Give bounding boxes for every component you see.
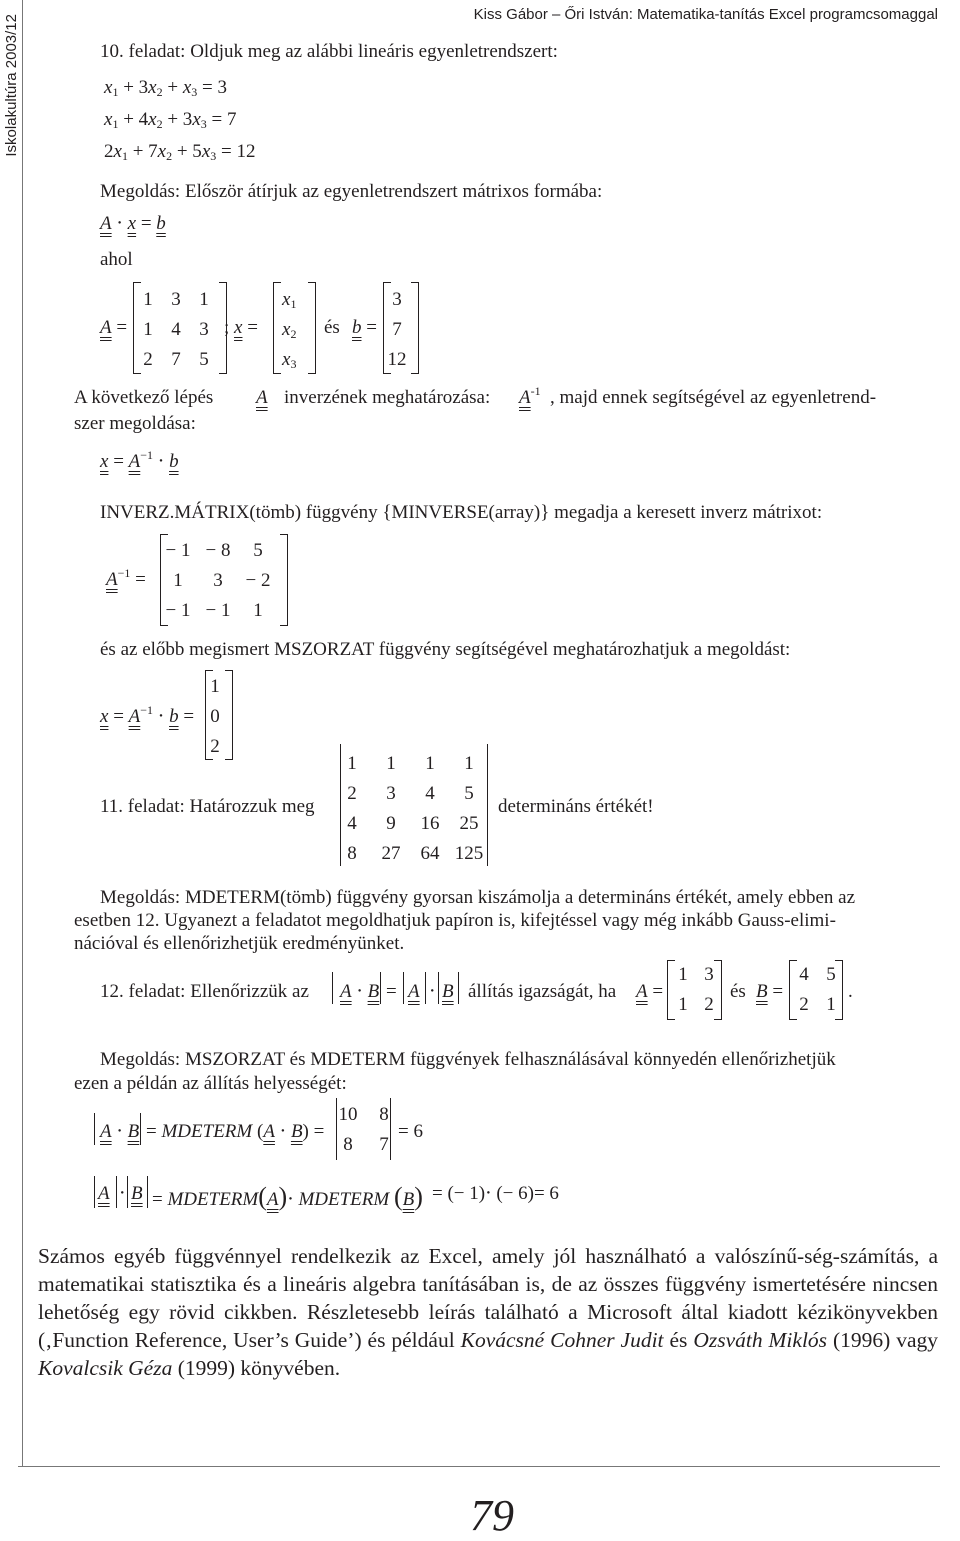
determinant-matrix-cell: 1 bbox=[347, 753, 357, 774]
matrix-A-cell: 1 bbox=[199, 289, 209, 310]
A-label: A = bbox=[100, 317, 128, 338]
sidebar bbox=[0, 0, 23, 1466]
closing-text-1: Számos egyéb függvénnyel rendelkezik az Excel, amely jól használható a valószínű-ség-számítás, a matematikai statisztika és a lineáris algebra tanításában is, de az összes függvény ismertetésére nincsen lehetőség egy rövid cikkben. Részletesebb leírás található a Microsoft által kiadott kézikönyvekben (‚Function Reference, User’s Guide’) és például bbox=[38, 1244, 938, 1352]
det-AB-expr: A ⋅ B bbox=[340, 981, 380, 1002]
matrix-A-inverse-cell: − 1 bbox=[165, 540, 191, 561]
next-step-3: , majd ennek segítségével az egyenletrend- bbox=[550, 387, 877, 408]
matrix-A-cell: 5 bbox=[199, 349, 209, 370]
eq1-lhs: A ⋅ B bbox=[100, 1121, 140, 1142]
eq2-tail: = (− 1)⋅ (− 6)= 6 bbox=[432, 1183, 559, 1204]
A-inverse-label: $A^{-1}$ = bbox=[106, 566, 146, 590]
task12-claim: állítás igazságát, ha bbox=[468, 981, 617, 1002]
matrix-A-cell: 3 bbox=[171, 289, 181, 310]
task12-label: 12. feladat: Ellenőrizzük az bbox=[100, 981, 309, 1002]
equation-1: $x_1 + 3x_2 + x_3 = 3$ bbox=[104, 77, 227, 99]
journal-label: Iskolakultúra 2003/12 bbox=[3, 14, 20, 157]
det-B-symbol: B bbox=[442, 981, 454, 1002]
next-step-1: A következő lépés bbox=[74, 387, 214, 408]
determinant-matrix-cell: 16 bbox=[420, 813, 440, 834]
closing-mid: (1996) vagy bbox=[827, 1328, 938, 1352]
determinant-matrix-cell: 27 bbox=[381, 843, 401, 864]
matrix-B-2x2-cell: 1 bbox=[826, 994, 836, 1015]
matrix-A-2x2-cell: 1 bbox=[678, 964, 688, 985]
task11-solution-3: nációval és ellenőrizhetjük eredményünket. bbox=[74, 933, 405, 954]
matrix-A-cell: 7 bbox=[171, 349, 181, 370]
inverse-function-text: INVERZ.MÁTRIX(tömb) függvény {MINVERSE(array)} megadja a keresett inverz mátrixot: bbox=[100, 502, 823, 523]
determinant-matrix-cell: 1 bbox=[386, 753, 396, 774]
matrix-form-equation: A ⋅ x = b bbox=[100, 213, 166, 234]
determinant-matrix-cell: 125 bbox=[454, 843, 484, 864]
matrix-A-inverse-cell: − 1 bbox=[205, 600, 231, 621]
matrix-A-inverse-cell: − 8 bbox=[205, 540, 231, 561]
x2-entry: $x_2$ bbox=[282, 319, 297, 341]
author-1: Kovácsné Cohner Judit bbox=[460, 1328, 664, 1352]
solution-vector-cell: 1 bbox=[210, 676, 220, 697]
x3-entry: $x_3$ bbox=[282, 349, 297, 371]
matrix-AB-cell: 8 bbox=[379, 1104, 389, 1125]
matrix-A-cell: 3 bbox=[199, 319, 209, 340]
matrix-AB-cell: 8 bbox=[343, 1134, 353, 1155]
det-A-symbol: A bbox=[408, 981, 420, 1002]
next-step-2: inverzének meghatározása: bbox=[284, 387, 491, 408]
page-number: 79 bbox=[470, 1491, 514, 1540]
determinant-matrix-cell: 4 bbox=[425, 783, 435, 804]
matrix-A-inverse-cell: 1 bbox=[253, 600, 263, 621]
A-inverse-inline: $A^{-1}$ bbox=[519, 384, 541, 408]
eq1-function: = MDETERM (A ⋅ B) = bbox=[146, 1121, 325, 1142]
vector-b-cell: 7 bbox=[392, 319, 402, 340]
footer-rule bbox=[18, 1466, 940, 1467]
eq2-B: B bbox=[131, 1183, 143, 1204]
task11-suffix: determináns értékét! bbox=[498, 796, 654, 817]
eq2-body: = MDETERM(A)⋅ MDETERM (B) bbox=[152, 1182, 423, 1211]
matrix-AB-cell: 7 bbox=[379, 1134, 389, 1155]
and-word-2: és bbox=[730, 981, 746, 1002]
author-2: Ozsváth Miklós bbox=[693, 1328, 828, 1352]
matrix-B-2x2-cell: 2 bbox=[799, 994, 809, 1015]
A-symbol-inline: A bbox=[256, 387, 268, 408]
matrix-B-2x2-cell: 4 bbox=[799, 964, 809, 985]
determinant-matrix-cell: 1 bbox=[464, 753, 474, 774]
matrix-A-inverse-cell: 3 bbox=[213, 570, 223, 591]
solution-vector-cell: 0 bbox=[210, 706, 220, 727]
task10-solution: Megoldás: Először átírjuk az egyenletrendszert mátrixos formába: bbox=[100, 181, 603, 202]
equation-2: $x_1 + 4x_2 + 3x_3 = 7$ bbox=[104, 109, 237, 131]
next-step-4: szer megoldása: bbox=[74, 413, 196, 434]
closing-paragraph bbox=[38, 1242, 938, 1382]
B-def-label: B = bbox=[756, 981, 784, 1002]
determinant-matrix-cell: 25 bbox=[459, 813, 479, 834]
closing-and: és bbox=[663, 1328, 694, 1352]
determinant-matrix-cell: 5 bbox=[464, 783, 474, 804]
author-3: Kovalcsik Géza bbox=[38, 1356, 173, 1380]
matrix-A-cell: 2 bbox=[143, 349, 153, 370]
closing-end: (1999) könyvében. bbox=[172, 1356, 341, 1380]
matrix-AB-cell: 10 bbox=[338, 1104, 358, 1125]
determinant-matrix-cell: 8 bbox=[347, 843, 357, 864]
running-header: Kiss Gábor – Őri István: Matematika-tanítás Excel programcsomaggal bbox=[473, 6, 938, 23]
determinant-matrix-cell: 2 bbox=[347, 783, 357, 804]
where-word: ahol bbox=[100, 249, 133, 270]
matrix-A-2x2-cell: 2 bbox=[704, 994, 714, 1015]
eq2-dot: ⋅ bbox=[119, 1183, 126, 1204]
solution-vector-label: $x = A^{-1} \cdot b$ = bbox=[100, 703, 195, 727]
mmult-text: és az előbb megismert MSZORZAT függvény segítségével meghatározhatjuk a megoldást: bbox=[100, 639, 791, 660]
task11-label: 11. feladat: Határozzuk meg bbox=[100, 796, 315, 817]
determinant-matrix-cell: 4 bbox=[347, 813, 357, 834]
task12-solution-2: ezen a példán az állítás helyességét: bbox=[74, 1073, 347, 1094]
x-label: ; x = bbox=[224, 317, 258, 338]
matrix-A-inverse-cell: 1 bbox=[173, 570, 183, 591]
equation-3: $2x_1 + 7x_2 + 5x_3 = 12$ bbox=[104, 141, 256, 163]
task11-solution-1: Megoldás: MDETERM(tömb) függvény gyorsan kiszámolja a determináns értékét, amely ebben az bbox=[100, 887, 856, 908]
matrix-A-2x2-cell: 1 bbox=[678, 994, 688, 1015]
A-def-label: A = bbox=[636, 981, 664, 1002]
vector-b-cell: 12 bbox=[387, 349, 407, 370]
dot-operator: ⋅ bbox=[429, 981, 436, 1002]
matrix-A-inverse-cell: 5 bbox=[253, 540, 263, 561]
determinant-matrix-cell: 64 bbox=[420, 843, 440, 864]
matrix-A-inverse-cell: − 2 bbox=[245, 570, 271, 591]
determinant-matrix-cell: 9 bbox=[386, 813, 396, 834]
task11-solution-2: esetben 12. Ugyanezt a feladatot megoldhatjuk papíron is, kifejtéssel vagy még inkább Gauss-elimi- bbox=[74, 910, 836, 931]
vector-b-cell: 3 bbox=[392, 289, 402, 310]
eq1-result: = 6 bbox=[398, 1121, 423, 1142]
solution-vector-cell: 2 bbox=[210, 736, 220, 757]
eq2-A: A bbox=[98, 1183, 110, 1204]
and-word-1: és bbox=[324, 317, 340, 338]
matrix-A-cell: 1 bbox=[143, 319, 153, 340]
period: . bbox=[848, 981, 853, 1002]
determinant-matrix-cell: 3 bbox=[386, 783, 396, 804]
matrix-B-2x2-cell: 5 bbox=[826, 964, 836, 985]
solution-formula: $x = A^{-1} \cdot b$ bbox=[100, 448, 179, 472]
x1-entry: $x_1$ bbox=[282, 289, 297, 311]
determinant-matrix-cell: 1 bbox=[425, 753, 435, 774]
task10-intro: 10. feladat: Oldjuk meg az alábbi lineáris egyenletrendszert: bbox=[100, 41, 558, 62]
equals-sign: = bbox=[386, 981, 397, 1002]
matrix-A-cell: 4 bbox=[171, 319, 181, 340]
task12-solution-1: Megoldás: MSZORZAT és MDETERM függvények felhasználásával könnyedén ellenőrizhetjük bbox=[100, 1049, 836, 1070]
b-label: b = bbox=[352, 317, 377, 338]
matrix-A-inverse-cell: − 1 bbox=[165, 600, 191, 621]
eq1-result-value: 6 bbox=[413, 1121, 423, 1142]
matrix-A-2x2-cell: 3 bbox=[704, 964, 714, 985]
matrix-A-cell: 1 bbox=[143, 289, 153, 310]
